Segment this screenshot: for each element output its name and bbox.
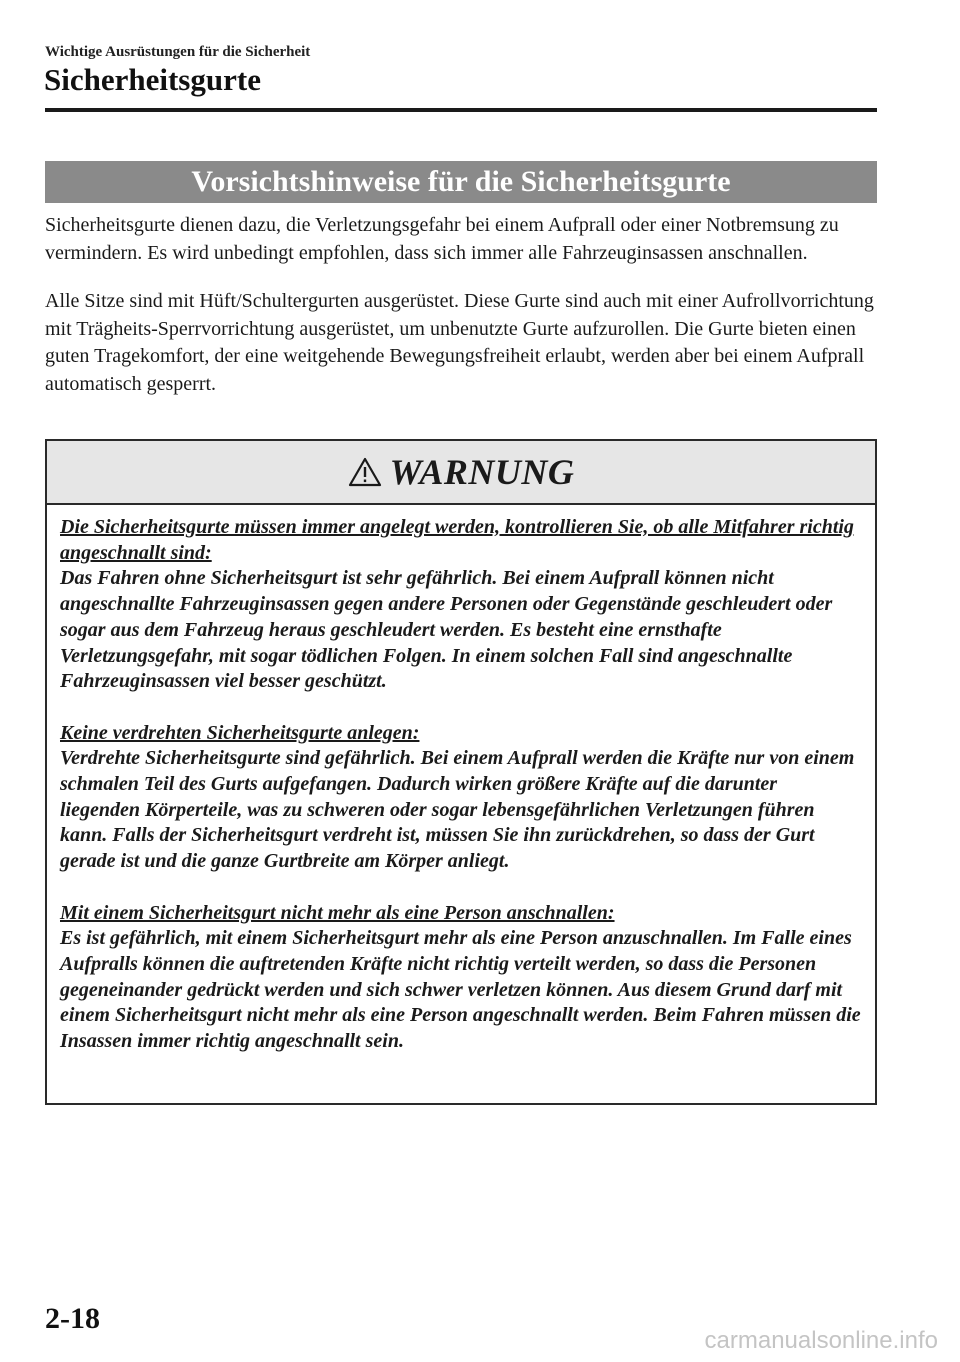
warning-body	[47, 505, 875, 1055]
warning-header	[47, 441, 875, 505]
warning-item	[60, 901, 861, 1055]
warning-item-text: Es ist gefährlich, mit einem Sicherheitsgurt mehr als eine Person anzuschnallen. Im Falle eines Aufpralls können die auftretenden Kräfte nicht richtig verteilt werden, so dass die Personen gegeneinander gedrückt werden und sich schwer verletzen können. Aus diesem Grund darf mit einem Sicherheitsgurt nicht mehr als eine Person angeschnallt werden. Beim Fahren müssen die Insassen immer richtig angeschnallt sein.	[60, 927, 861, 1053]
intro-paragraph: Sicherheitsgurte dienen dazu, die Verletzungsgefahr bei einem Aufprall oder einer Notbremsung zu vermindern. Es wird unbedingt empfohlen, dass sich immer alle Fahrzeuginsassen anschnallen.	[45, 214, 839, 264]
intro-text	[45, 212, 877, 419]
warning-triangle-icon	[348, 457, 382, 487]
warning-item	[60, 721, 861, 875]
page-number: 2-18	[45, 1302, 100, 1335]
warning-box	[45, 439, 877, 1105]
watermark: carmanualsonline.info	[704, 1327, 938, 1354]
header-divider	[45, 108, 877, 112]
warning-item-heading: Mit einem Sicherheitsgurt nicht mehr als eine Person anschnallen:	[60, 901, 615, 924]
intro-paragraph: Alle Sitze sind mit Hüft/Schultergurten ausgerüstet. Diese Gurte sind auch mit einer Aufrollvorrichtung mit Trägheits-Sperrvorrichtung ausgerüstet, um unbenutzte Gurte aufzurollen. Die Gurte bieten einen guten Tragekomfort, der eine weitgehende Bewegungsfreiheit erlaubt, werden aber bei einem Aufprall automatisch gesperrt.	[45, 290, 874, 395]
warning-title: WARNUNG	[389, 452, 575, 492]
warning-item-heading: Keine verdrehten Sicherheitsgurte anlegen:	[60, 721, 420, 744]
warning-item	[60, 515, 861, 695]
warning-item-text: Das Fahren ohne Sicherheitsgurt ist sehr gefährlich. Bei einem Aufprall können nicht angeschnallte Fahrzeuginsassen gegen andere Personen oder Gegenstände geschleudert oder sogar aus dem Fahrzeug heraus geschleudert werden. Es besteht eine ernsthafte Verletzungsgefahr, mit sogar tödlichen Folgen. In einem solchen Fall sind angeschnallte Fahrzeuginsassen viel besser geschützt.	[60, 567, 833, 693]
warning-item-heading: Die Sicherheitsgurte müssen immer angelegt werden, kontrollieren Sie, ob alle Mitfahrer richtig angeschnallt sind:	[60, 516, 854, 564]
running-head: Wichtige Ausrüstungen für die Sicherheit	[45, 44, 311, 60]
section-title: Vorsichtshinweise für die Sicherheitsgurte	[45, 161, 877, 203]
warning-item-text: Verdrehte Sicherheitsgurte sind gefährlich. Bei einem Aufprall werden die Kräfte nur von einem schmalen Teil des Gurts aufgefangen. Dadurch wirken größere Kräfte auf die darunter liegenden Körperteile, was zu schweren oder sogar lebensgefährlichen Verletzungen führen kann. Falls der Sicherheitsgurt verdreht ist, müssen Sie ihn zurückdrehen, so dass der Gurt gerade ist und die ganze Gurtbreite am Körper anliegt.	[60, 747, 855, 873]
chapter-title: Sicherheitsgurte	[44, 62, 261, 97]
